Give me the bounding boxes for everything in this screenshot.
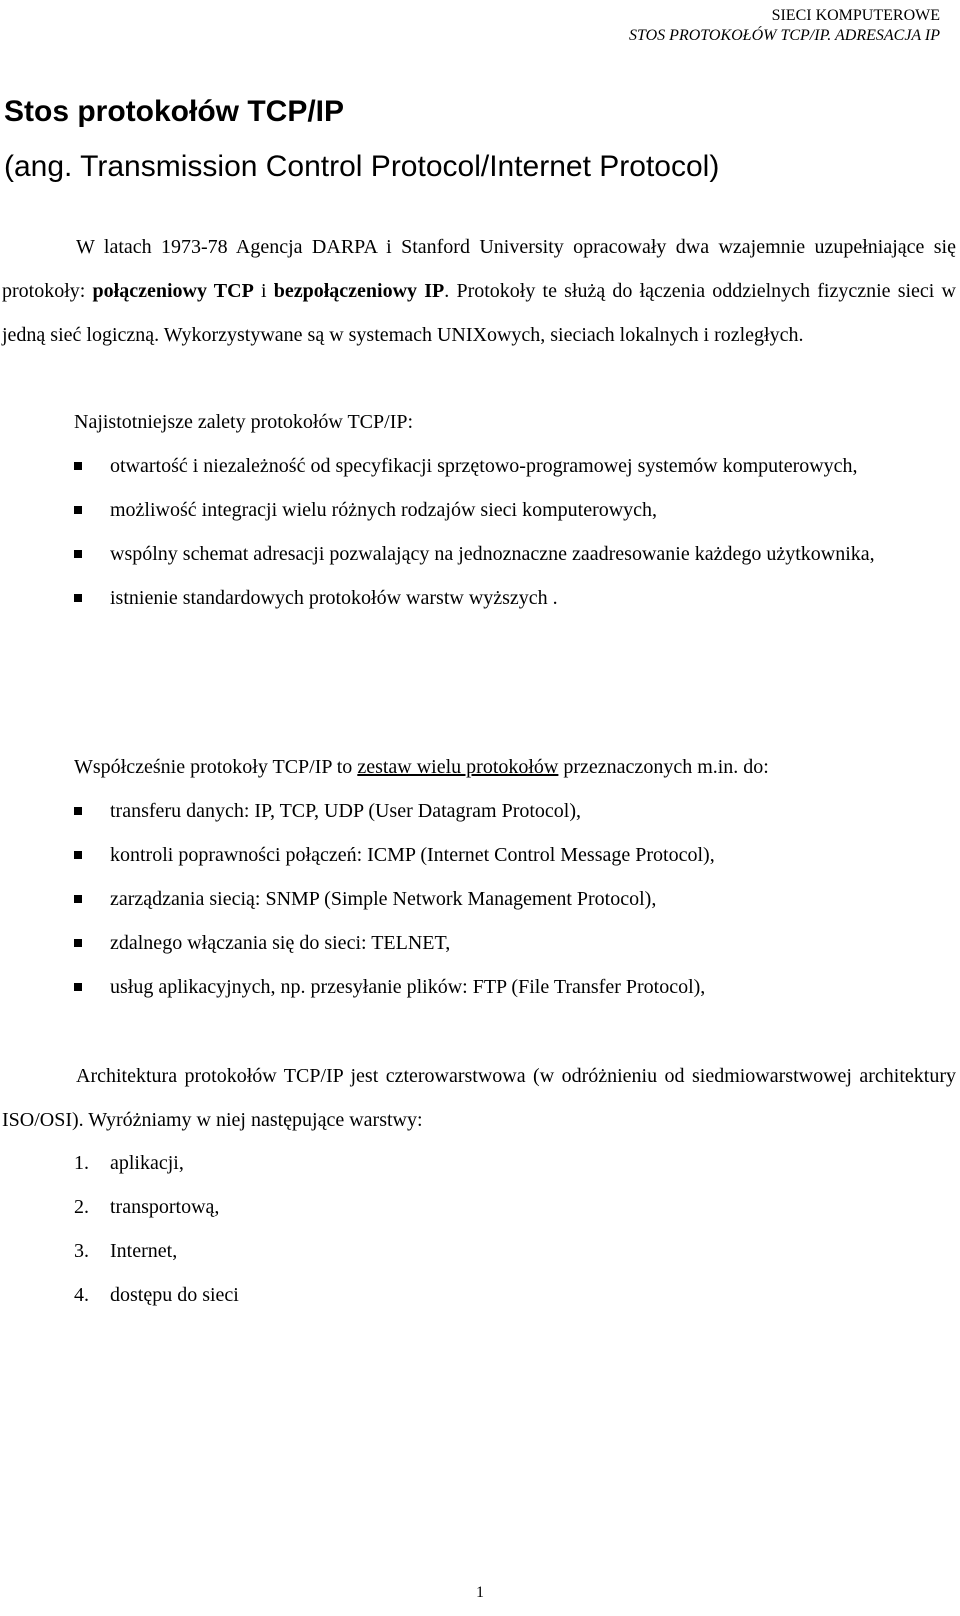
list-item-text: usług aplikacyjnych, np. przesyłanie plików: FTP (File Transfer Protocol),: [110, 976, 706, 998]
bullet-icon: [74, 506, 82, 514]
list-item: [74, 1141, 239, 1185]
page-subtitle: (ang. Transmission Control Protocol/Internet Protocol): [4, 150, 720, 183]
list-item-text: dostępu do sieci: [110, 1284, 239, 1306]
modern-lead-underlined: zestaw wielu protokołów: [357, 756, 559, 778]
list-item-text: transferu danych: IP, TCP, UDP (User Datagram Protocol),: [110, 800, 582, 822]
bullet-icon: [74, 594, 82, 602]
list-item-text: istnienie standardowych protokołów warstw wyższych .: [110, 587, 558, 609]
bullet-icon: [74, 983, 82, 991]
page-number: 1: [476, 1584, 484, 1601]
list-item: [74, 833, 956, 877]
modern-lead-text-b: przeznaczonych m.in. do:: [558, 756, 769, 778]
page-title: Stos protokołów TCP/IP: [4, 95, 345, 128]
list-item: [74, 576, 956, 620]
bullet-icon: [74, 550, 82, 558]
intro-text-c: . Protokoły te służą do łączenia oddzielnych fizycznie sieci w jedną sieć logiczną. Wykorzystywane są w systemach UNIXowych, sieciach lokalnych i rozległych.: [2, 280, 956, 346]
list-item-text: otwartość i niezależność od specyfikacji sprzętowo-programowej systemów komputerowych,: [110, 455, 858, 477]
list-item: [74, 965, 956, 1009]
bullet-icon: [74, 462, 82, 470]
modern-lead-text-a: Współcześnie protokoły TCP/IP to: [74, 756, 358, 778]
list-item: [74, 789, 956, 833]
architecture-text: Architektura protokołów TCP/IP jest czterowarstwowa (w odróżnieniu od siedmiowarstwowej architektury ISO/OSI). Wyróżniamy w niej następujące warstwy:: [2, 1065, 956, 1131]
bullet-icon: [74, 851, 82, 859]
list-item-text: aplikacji,: [110, 1152, 184, 1174]
list-item-text: Internet,: [110, 1240, 178, 1262]
list-item: [74, 921, 956, 965]
bullet-icon: [74, 807, 82, 815]
list-item: [74, 444, 956, 488]
header-topic: STOS PROTOKOŁÓW TCP/IP. ADRESACJA IP: [629, 27, 940, 44]
list-item: [74, 1273, 239, 1317]
list-number: 2.: [74, 1196, 89, 1218]
list-item: [74, 488, 956, 532]
list-item-text: wspólny schemat adresacji pozwalający na jednoznaczne zaadresowanie każdego użytkownika,: [110, 543, 875, 565]
advantages-list: [74, 444, 956, 620]
list-number: 4.: [74, 1284, 89, 1306]
intro-bold-ip: bezpołączeniowy IP: [273, 280, 445, 302]
list-item-text: zdalnego włączania się do sieci: TELNET,: [110, 932, 451, 954]
protocols-list: [74, 789, 956, 1009]
list-item: [74, 532, 956, 576]
intro-text-a: W latach 1973-78 Agencja DARPA i Stanford University opracowały dwa wzajemnie uzupełniające się protokoły:: [2, 236, 956, 302]
architecture-paragraph: [2, 1054, 956, 1142]
list-item-text: możliwość integracji wielu różnych rodzajów sieci komputerowych,: [110, 499, 658, 521]
list-item-text: zarządzania siecią: SNMP (Simple Network Management Protocol),: [110, 888, 657, 910]
modern-lead: [74, 745, 956, 789]
list-item-text: transportową,: [110, 1196, 220, 1218]
running-header: [629, 6, 940, 46]
header-course: SIECI KOMPUTEROWE: [771, 7, 940, 24]
layers-list: [74, 1141, 239, 1317]
bullet-icon: [74, 939, 82, 947]
list-item: [74, 877, 956, 921]
list-item: [74, 1229, 239, 1273]
list-number: 3.: [74, 1240, 89, 1262]
intro-text-b: i: [253, 280, 274, 302]
list-item-text: kontroli poprawności połączeń: ICMP (Internet Control Message Protocol),: [110, 844, 715, 866]
list-item: [74, 1185, 239, 1229]
advantages-lead: Najistotniejsze zalety protokołów TCP/IP:: [74, 411, 414, 433]
intro-paragraph: [2, 225, 956, 357]
intro-bold-tcp: połączeniowy TCP: [92, 280, 254, 302]
list-number: 1.: [74, 1152, 89, 1174]
bullet-icon: [74, 895, 82, 903]
